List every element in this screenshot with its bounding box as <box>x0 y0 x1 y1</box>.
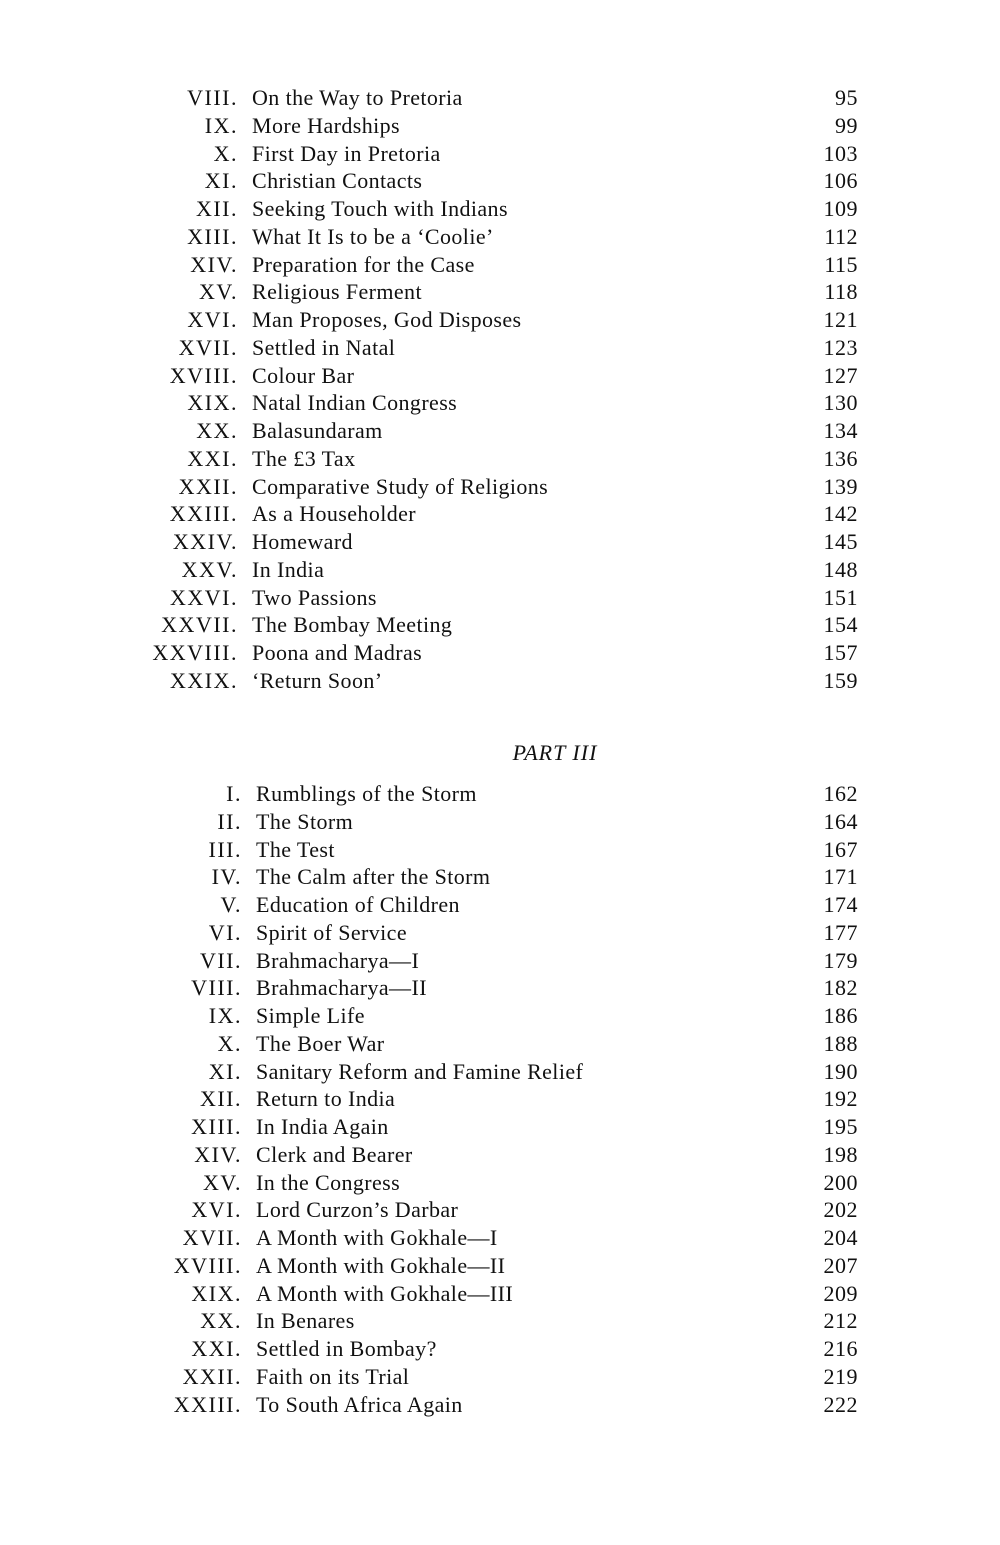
chapter-title: Rumblings of the Storm <box>256 781 477 806</box>
chapter-title: The Storm <box>256 808 354 834</box>
toc-entry <box>0 947 1000 975</box>
chapter-title: Spirit of Service <box>256 919 407 945</box>
chapter-number: X. <box>217 1030 242 1056</box>
chapter-number: XVII. <box>182 1225 242 1250</box>
chapter-title: Sanitary Reform and Famine Relief <box>256 1058 584 1084</box>
chapter-title: Man Proposes, God Disposes <box>252 307 522 332</box>
chapter-title: A Month with Gokhale—III <box>256 1280 514 1306</box>
page-number: 112 <box>824 223 858 249</box>
part-heading: PART III <box>512 740 598 765</box>
page-number: 118 <box>824 279 858 305</box>
chapter-title: Brahmacharya—II <box>256 975 427 1001</box>
toc-entry <box>0 389 1000 417</box>
page-number: 142 <box>823 501 858 527</box>
chapter-title: On the Way to Pretoria <box>252 85 463 110</box>
chapter-title: More Hardships <box>252 112 400 138</box>
page-number: 121 <box>823 307 858 332</box>
toc-entry <box>0 500 1000 528</box>
page-number: 115 <box>824 251 858 277</box>
toc-entry <box>0 84 1000 112</box>
toc-entry <box>0 808 1000 836</box>
chapter-number: X. <box>213 140 238 166</box>
page-number: 109 <box>823 196 858 221</box>
page-number: 202 <box>823 1197 858 1223</box>
page-number: 145 <box>823 529 858 554</box>
chapter-number: XXVII. <box>161 612 238 638</box>
page-number: 198 <box>823 1141 858 1167</box>
page-number: 188 <box>823 1030 858 1056</box>
chapter-number: XXV. <box>181 556 238 582</box>
page-number: 204 <box>823 1225 858 1250</box>
chapter-number: XV. <box>199 279 238 305</box>
page-number: 148 <box>823 556 858 582</box>
page-number: 136 <box>823 445 858 471</box>
toc-entry <box>0 334 1000 362</box>
page-number: 200 <box>823 1169 858 1195</box>
toc-entry <box>0 611 1000 639</box>
page-number: 171 <box>823 864 858 890</box>
chapter-number: XIV. <box>190 251 238 277</box>
page-number: 186 <box>823 1003 858 1028</box>
chapter-title: Two Passions <box>252 584 377 610</box>
chapter-title: Clerk and Bearer <box>256 1141 413 1167</box>
page-number: 151 <box>823 584 858 610</box>
toc-section-part-2 <box>0 84 1000 695</box>
page-number: 130 <box>823 390 858 416</box>
chapter-number: VII. <box>199 947 242 973</box>
page-number: 134 <box>823 418 858 443</box>
chapter-number: III. <box>208 836 242 862</box>
chapter-title: Lord Curzon’s Darbar <box>256 1197 459 1223</box>
page-number: 182 <box>823 975 858 1001</box>
toc-section-part-3 <box>0 780 1000 1418</box>
chapter-number: XX. <box>196 418 238 443</box>
chapter-number: XII. <box>199 1086 242 1112</box>
chapter-number: XXIII. <box>173 1391 242 1417</box>
page-number: 209 <box>823 1280 858 1306</box>
chapter-title: Poona and Madras <box>252 640 423 665</box>
chapter-title: Brahmacharya—I <box>256 947 420 973</box>
page-number: 95 <box>835 85 858 110</box>
page-number: 123 <box>823 334 858 360</box>
chapter-title: The £3 Tax <box>252 445 356 471</box>
toc-entry <box>0 667 1000 695</box>
chapter-number: XVIII. <box>173 1252 242 1278</box>
page-number: 157 <box>823 640 858 665</box>
page-number: 216 <box>823 1336 858 1361</box>
page-number: 167 <box>823 836 858 862</box>
toc-entry <box>0 639 1000 667</box>
page-number: 207 <box>823 1252 858 1278</box>
chapter-title: Balasundaram <box>252 418 383 443</box>
chapter-title: Colour Bar <box>252 362 355 388</box>
chapter-number: XIV. <box>194 1141 242 1167</box>
chapter-number: IX. <box>204 112 238 138</box>
toc-entry <box>0 251 1000 279</box>
chapter-number: XXIII. <box>169 501 238 527</box>
toc-entry <box>0 1002 1000 1030</box>
toc-entry <box>0 919 1000 947</box>
chapter-title: ‘Return Soon’ <box>252 667 383 693</box>
chapter-title: Return to India <box>256 1086 396 1112</box>
toc-entry <box>0 1224 1000 1252</box>
toc-entry <box>0 528 1000 556</box>
toc-entry <box>0 362 1000 390</box>
toc-entry <box>0 1280 1000 1308</box>
page-number: 159 <box>823 667 858 693</box>
page-number: 177 <box>823 919 858 945</box>
chapter-number: XVI. <box>191 1197 242 1223</box>
chapter-number: II. <box>217 808 242 834</box>
toc-entry <box>0 473 1000 501</box>
chapter-title: Seeking Touch with Indians <box>252 196 508 221</box>
toc-entry <box>0 556 1000 584</box>
toc-entry <box>0 1058 1000 1086</box>
chapter-number: XIII. <box>187 223 238 249</box>
page-number: 162 <box>823 781 858 806</box>
page-number: 195 <box>823 1114 858 1139</box>
chapter-number: XIX. <box>187 390 238 416</box>
toc-entry <box>0 974 1000 1002</box>
chapter-title: As a Householder <box>252 501 417 527</box>
chapter-number: XX. <box>200 1308 242 1334</box>
page-number: 99 <box>835 112 858 138</box>
chapter-title: Settled in Bombay? <box>256 1336 437 1361</box>
page-number: 174 <box>823 892 858 917</box>
chapter-number: XVII. <box>178 334 238 360</box>
chapter-number: XXIX. <box>170 667 238 693</box>
toc-entry <box>0 1030 1000 1058</box>
toc-entry <box>0 223 1000 251</box>
chapter-number: XI. <box>208 1058 242 1084</box>
chapter-title: Preparation for the Case <box>252 251 475 277</box>
page-number: 127 <box>823 362 858 388</box>
chapter-title: First Day in Pretoria <box>252 140 441 166</box>
page-number: 192 <box>823 1086 858 1112</box>
chapter-title: To South Africa Again <box>256 1391 463 1417</box>
chapter-number: VI. <box>208 919 242 945</box>
chapter-number: XIII. <box>191 1114 242 1139</box>
chapter-number: XXVI. <box>170 584 238 610</box>
toc-entry <box>0 1363 1000 1391</box>
toc-entry <box>0 167 1000 195</box>
chapter-number: XXII. <box>178 473 238 499</box>
chapter-title: Simple Life <box>256 1003 365 1028</box>
chapter-number: XI. <box>204 168 238 194</box>
chapter-title: Comparative Study of Religions <box>252 473 549 499</box>
chapter-title: Christian Contacts <box>252 168 423 194</box>
toc-entry <box>0 445 1000 473</box>
toc-entry <box>0 891 1000 919</box>
toc-entry <box>0 1113 1000 1141</box>
chapter-title: In the Congress <box>256 1169 401 1195</box>
chapter-number: XII. <box>195 196 238 221</box>
chapter-title: The Boer War <box>256 1030 385 1056</box>
toc-entry <box>0 1141 1000 1169</box>
chapter-number: XVIII. <box>169 362 238 388</box>
page-number: 190 <box>823 1058 858 1084</box>
toc-entry <box>0 780 1000 808</box>
chapter-number: XXIV. <box>172 529 238 554</box>
chapter-title: A Month with Gokhale—I <box>256 1225 498 1250</box>
chapter-number: V. <box>220 892 242 917</box>
chapter-number: XVI. <box>187 307 238 332</box>
chapter-title: Education of Children <box>256 892 460 917</box>
chapter-number: XXII. <box>182 1363 242 1389</box>
chapter-title: What It Is to be a ‘Coolie’ <box>252 223 494 249</box>
chapter-number: XXVIII. <box>152 640 238 665</box>
chapter-title: Natal Indian Congress <box>252 390 458 416</box>
chapter-title: Homeward <box>252 529 353 554</box>
chapter-title: The Bombay Meeting <box>252 612 453 638</box>
page-number: 154 <box>823 612 858 638</box>
toc-entry <box>0 140 1000 168</box>
toc-entry <box>0 1307 1000 1335</box>
chapter-title: The Calm after the Storm <box>256 864 491 890</box>
chapter-title: In India Again <box>256 1114 389 1139</box>
chapter-number: XXI. <box>187 445 238 471</box>
chapter-title: In India <box>252 556 325 582</box>
page-number: 106 <box>823 168 858 194</box>
chapter-title: Faith on its Trial <box>256 1363 410 1389</box>
chapter-number: VIII. <box>191 975 242 1001</box>
chapter-title: Religious Ferment <box>252 279 422 305</box>
chapter-number: XV. <box>203 1169 242 1195</box>
chapter-number: IV. <box>211 864 242 890</box>
toc-entry <box>0 1085 1000 1113</box>
page-number: 103 <box>823 140 858 166</box>
chapter-number: IX. <box>208 1003 242 1028</box>
chapter-number: VIII. <box>187 85 238 110</box>
toc-entry <box>0 863 1000 891</box>
toc-entry <box>0 417 1000 445</box>
toc-entry <box>0 1196 1000 1224</box>
chapter-number: I. <box>226 781 242 806</box>
chapter-title: In Benares <box>256 1308 355 1334</box>
page-number: 222 <box>823 1391 858 1417</box>
toc-entry <box>0 112 1000 140</box>
toc-entry <box>0 584 1000 612</box>
chapter-number: XXI. <box>191 1336 242 1361</box>
toc-entry <box>0 836 1000 864</box>
toc-entry <box>0 306 1000 334</box>
chapter-number: XIX. <box>191 1280 242 1306</box>
page-number: 219 <box>823 1363 858 1389</box>
chapter-title: The Test <box>256 836 335 862</box>
page-number: 212 <box>823 1308 858 1334</box>
toc-entry <box>0 1335 1000 1363</box>
toc-entry <box>0 1252 1000 1280</box>
page-number: 139 <box>823 473 858 499</box>
chapter-title: Settled in Natal <box>252 334 396 360</box>
chapter-title: A Month with Gokhale—II <box>256 1252 506 1278</box>
page-number: 164 <box>823 808 858 834</box>
page-number: 179 <box>823 947 858 973</box>
toc-entry <box>0 1391 1000 1419</box>
toc-entry <box>0 1169 1000 1197</box>
toc-entry <box>0 278 1000 306</box>
toc-entry <box>0 195 1000 223</box>
